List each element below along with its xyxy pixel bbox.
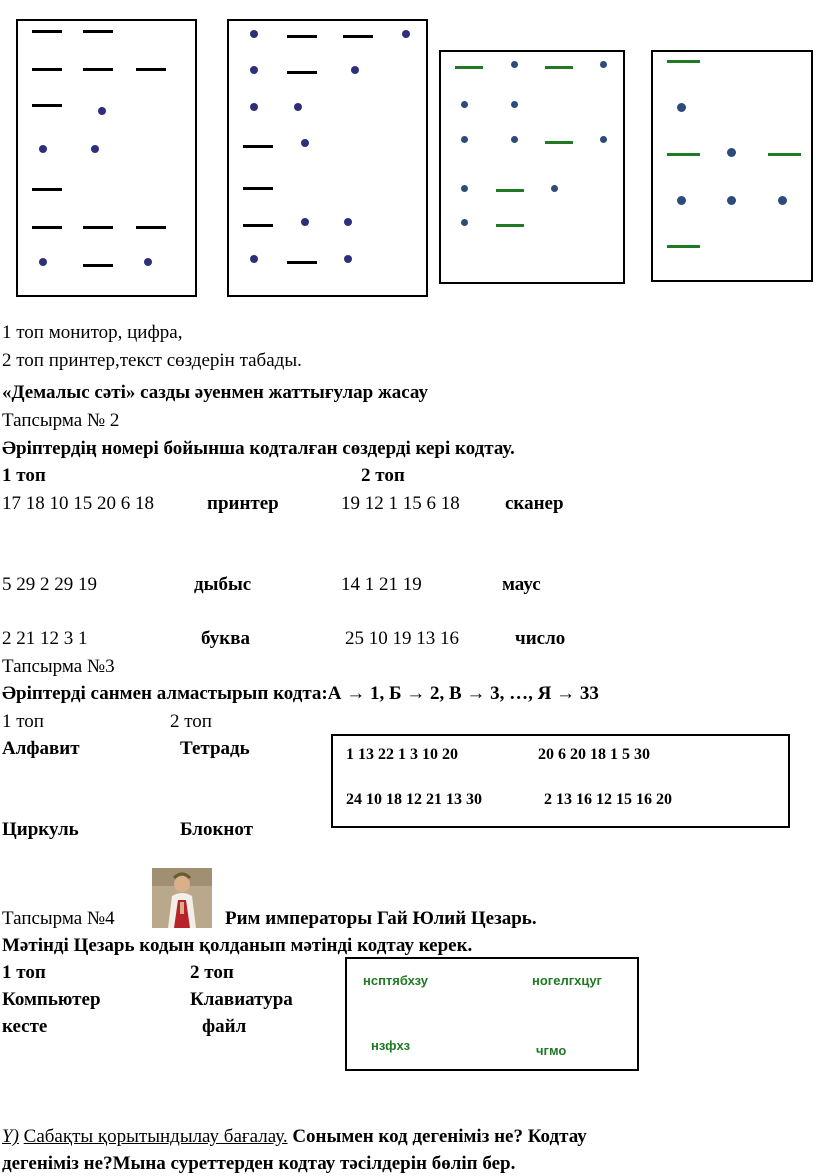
dash bbox=[768, 153, 801, 156]
task2-group1: 1 топ bbox=[2, 465, 46, 486]
task3-code-2: 20 6 20 18 1 5 30 bbox=[538, 746, 650, 763]
dash bbox=[496, 189, 524, 192]
dash bbox=[455, 66, 483, 69]
task3-code-box bbox=[331, 734, 790, 828]
dot bbox=[511, 61, 518, 68]
dash bbox=[32, 188, 62, 191]
conclusion-label: Ү) bbox=[2, 1126, 19, 1147]
dot bbox=[39, 258, 47, 266]
task2-row3-code1: 2 21 12 3 1 bbox=[2, 628, 88, 649]
task3-word-notebook: Тетрадь bbox=[180, 738, 250, 759]
dash bbox=[287, 71, 317, 74]
task3-word-notepad: Блокнот bbox=[180, 819, 253, 840]
code-panel-1 bbox=[16, 19, 197, 297]
dash bbox=[83, 226, 113, 229]
dash bbox=[343, 35, 373, 38]
dot bbox=[250, 66, 258, 74]
task2-heading: Тапсырма № 2 bbox=[2, 410, 120, 431]
task3-code-3: 24 10 18 12 21 13 30 bbox=[346, 791, 482, 808]
dot bbox=[250, 255, 258, 263]
dash bbox=[667, 245, 700, 248]
dash bbox=[243, 187, 273, 190]
dot bbox=[301, 139, 309, 147]
dash bbox=[32, 226, 62, 229]
dash bbox=[32, 68, 62, 71]
dot bbox=[144, 258, 152, 266]
dot bbox=[344, 218, 352, 226]
task2-row3-word1: буква bbox=[201, 628, 250, 649]
task4-description: Мәтінді Цезарь кодын қолданып мәтінді кодтау керек. bbox=[2, 935, 473, 956]
task3-group1: 1 топ bbox=[2, 711, 44, 732]
dot bbox=[778, 196, 787, 205]
task4-title: Рим императоры Гай Юлий Цезарь. bbox=[225, 908, 537, 929]
task2-description: Әріптердің номері бойынша кодталған сөздерді кері кодтау. bbox=[2, 438, 515, 459]
code-panel-3 bbox=[439, 50, 625, 284]
dot bbox=[402, 30, 410, 38]
dash bbox=[83, 264, 113, 267]
group2-words: 2 топ принтер,текст сөздерін табады. bbox=[2, 350, 302, 371]
dot bbox=[677, 196, 686, 205]
dot bbox=[727, 196, 736, 205]
dash bbox=[83, 30, 113, 33]
dot bbox=[461, 101, 468, 108]
code-panel-2 bbox=[227, 19, 428, 297]
task2-row2-code1: 5 29 2 29 19 bbox=[2, 574, 97, 595]
group1-words: 1 топ монитор, цифра, bbox=[2, 322, 183, 343]
dot bbox=[511, 101, 518, 108]
task2-row3-word2: число bbox=[515, 628, 566, 649]
dot bbox=[511, 136, 518, 143]
task2-row1-word1: принтер bbox=[207, 493, 279, 514]
dot bbox=[91, 145, 99, 153]
caesar-portrait-image bbox=[152, 868, 212, 928]
dash bbox=[545, 66, 573, 69]
task4-word-computer: Компьютер bbox=[2, 989, 101, 1010]
task3-word-compass: Циркуль bbox=[2, 819, 79, 840]
dot bbox=[727, 148, 736, 157]
task2-row2-word2: маус bbox=[502, 574, 541, 595]
task2-row2-word1: дыбыс bbox=[194, 574, 252, 595]
task4-word-table: кесте bbox=[2, 1016, 48, 1037]
dash bbox=[136, 226, 166, 229]
task2-row3-code2: 25 10 19 13 16 bbox=[345, 628, 459, 649]
task2-row1-code1: 17 18 10 15 20 6 18 bbox=[2, 493, 154, 514]
task4-word-file: файл bbox=[202, 1016, 247, 1037]
dot bbox=[351, 66, 359, 74]
task3-heading: Тапсырма №3 bbox=[2, 656, 115, 677]
task2-group2: 2 топ bbox=[361, 465, 405, 486]
dash bbox=[243, 224, 273, 227]
task3-word-alphabet: Алфавит bbox=[2, 738, 80, 759]
dot bbox=[600, 136, 607, 143]
task4-code-3: нзфхз bbox=[371, 1038, 411, 1053]
conclusion-line-1 bbox=[2, 1126, 587, 1148]
task4-heading: Тапсырма №4 bbox=[2, 908, 115, 929]
code-panel-4 bbox=[651, 50, 813, 282]
dot bbox=[39, 145, 47, 153]
task4-code-2: ногелгхцуг bbox=[532, 973, 602, 988]
dot bbox=[301, 218, 309, 226]
dot bbox=[600, 61, 607, 68]
task4-code-1: нсптябхзу bbox=[363, 973, 429, 988]
dash bbox=[287, 35, 317, 38]
dot bbox=[294, 103, 302, 111]
dot bbox=[250, 30, 258, 38]
conclusion-question-1: Сонымен код дегеніміз не? Кодтау bbox=[292, 1126, 587, 1147]
conclusion-question-2: дегеніміз не?Мына суреттерден кодтау тәсілдерін бөліп бер. bbox=[2, 1153, 516, 1174]
dash bbox=[136, 68, 166, 71]
caesar-portrait bbox=[152, 868, 212, 928]
task4-word-keyboard: Клавиатура bbox=[190, 989, 293, 1010]
dash bbox=[667, 153, 700, 156]
dot bbox=[461, 136, 468, 143]
task3-code-4: 2 13 16 12 15 16 20 bbox=[544, 791, 672, 808]
dash bbox=[32, 30, 62, 33]
dash bbox=[287, 261, 317, 264]
dot bbox=[250, 103, 258, 111]
dot bbox=[551, 185, 558, 192]
task3-description: Әріптерді санмен алмастырып кодта:А → 1, Б → 2, В → 3, …, Я → 33 bbox=[2, 683, 599, 704]
task4-code-box bbox=[345, 957, 639, 1071]
task2-row1-code2: 19 12 1 15 6 18 bbox=[341, 493, 460, 514]
task4-code-4: чгмо bbox=[536, 1043, 567, 1058]
conclusion-text: Сабақты қорытындылау бағалау. bbox=[23, 1126, 288, 1147]
task2-row2-code2: 14 1 21 19 bbox=[341, 574, 422, 595]
dash bbox=[243, 145, 273, 148]
task3-code-1: 1 13 22 1 3 10 20 bbox=[346, 746, 458, 763]
task2-row1-word2: сканер bbox=[505, 493, 564, 514]
dash bbox=[32, 104, 62, 107]
task3-group2: 2 топ bbox=[170, 711, 212, 732]
dash bbox=[545, 141, 573, 144]
dot bbox=[98, 107, 106, 115]
dot bbox=[461, 185, 468, 192]
task4-group1: 1 топ bbox=[2, 962, 46, 983]
task4-group2: 2 топ bbox=[190, 962, 234, 983]
dot bbox=[677, 103, 686, 112]
dash bbox=[667, 60, 700, 63]
music-exercise: «Демалыс сәті» сазды әуенмен жаттығулар жасау bbox=[2, 382, 428, 403]
dash bbox=[83, 68, 113, 71]
dash bbox=[496, 224, 524, 227]
dot bbox=[461, 219, 468, 226]
dot bbox=[344, 255, 352, 263]
